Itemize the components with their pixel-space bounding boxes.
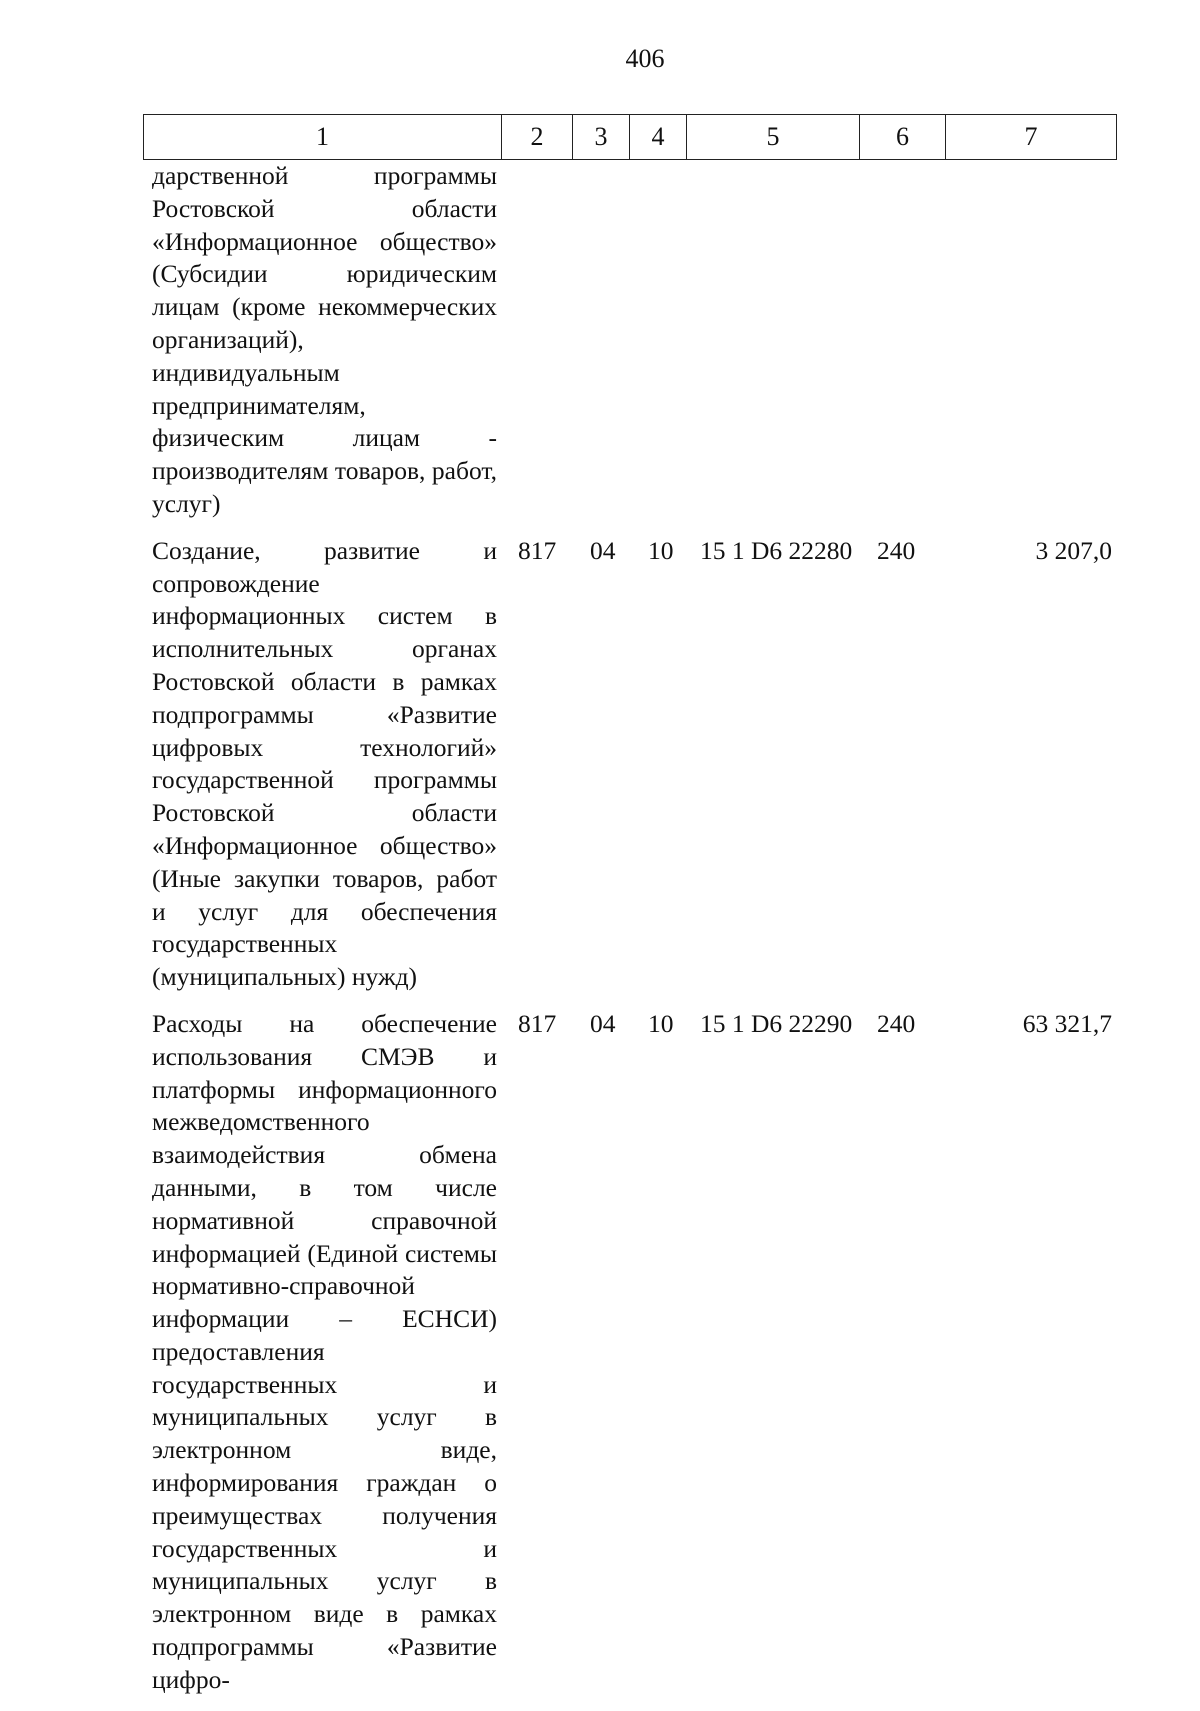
- row-description: дарственной программы Ростовской области «Информационное общество» (Субсидии юридическим лицам (кроме некоммерческих организаций), индивидуальным предпринимателям, физическим лицам - производителям товаров, работ, услуг): [152, 161, 497, 518]
- header-col-4: 4: [630, 115, 687, 160]
- header-col-5: 5: [687, 115, 860, 160]
- row-col-3: 04: [590, 535, 616, 565]
- table-row: [152, 535, 1112, 994]
- header-row: [144, 115, 1117, 160]
- row-col-5: 15 1 D6 22290: [700, 1008, 853, 1038]
- row-col-3: 04: [590, 1008, 616, 1038]
- row-col-7: 63 321,7: [1022, 1008, 1112, 1038]
- header-col-2: 2: [502, 115, 573, 160]
- table-row: [152, 160, 1112, 521]
- row-col-5: 15 1 D6 22280: [700, 535, 853, 565]
- row-col-2: 817: [518, 1008, 557, 1038]
- page-number: 406: [625, 44, 665, 73]
- table-body: [152, 160, 1112, 1711]
- row-col-4: 10: [648, 535, 674, 565]
- header-col-1: 1: [144, 115, 502, 160]
- row-description: Расходы на обеспечение использования СМЭВ и платформы информационного межведомственного взаимодействия обмена данными, в том числе нормативной справочной информацией (Единой системы нормативно-справочной информации – ЕСНСИ) предоставления государственных и муниципальных услуг в электронном виде, информирования граждан о преимуществах получения государственных и муниципальных услуг в электронном виде в рамках подпрограммы «Развитие цифро-: [152, 1008, 497, 1694]
- row-col-2: 817: [518, 535, 557, 565]
- table-header: [143, 114, 1117, 160]
- row-col-6: 240: [877, 1008, 916, 1038]
- header-col-7: 7: [946, 115, 1117, 160]
- row-col-7: 3 207,0: [1035, 535, 1112, 565]
- row-col-4: 10: [648, 1008, 674, 1038]
- header-col-3: 3: [573, 115, 630, 160]
- row-col-6: 240: [877, 535, 916, 565]
- table-row: [152, 1008, 1112, 1697]
- row-description: Создание, развитие и сопровождение информационных систем в исполнительных органах Ростовской области в рамках подпрограммы «Развитие цифровых технологий» государственной программы Ростовской области «Информационное общество» (Иные закупки товаров, работ и услуг для обеспечения государственных (муниципальных) нужд): [152, 535, 497, 992]
- header-col-6: 6: [860, 115, 946, 160]
